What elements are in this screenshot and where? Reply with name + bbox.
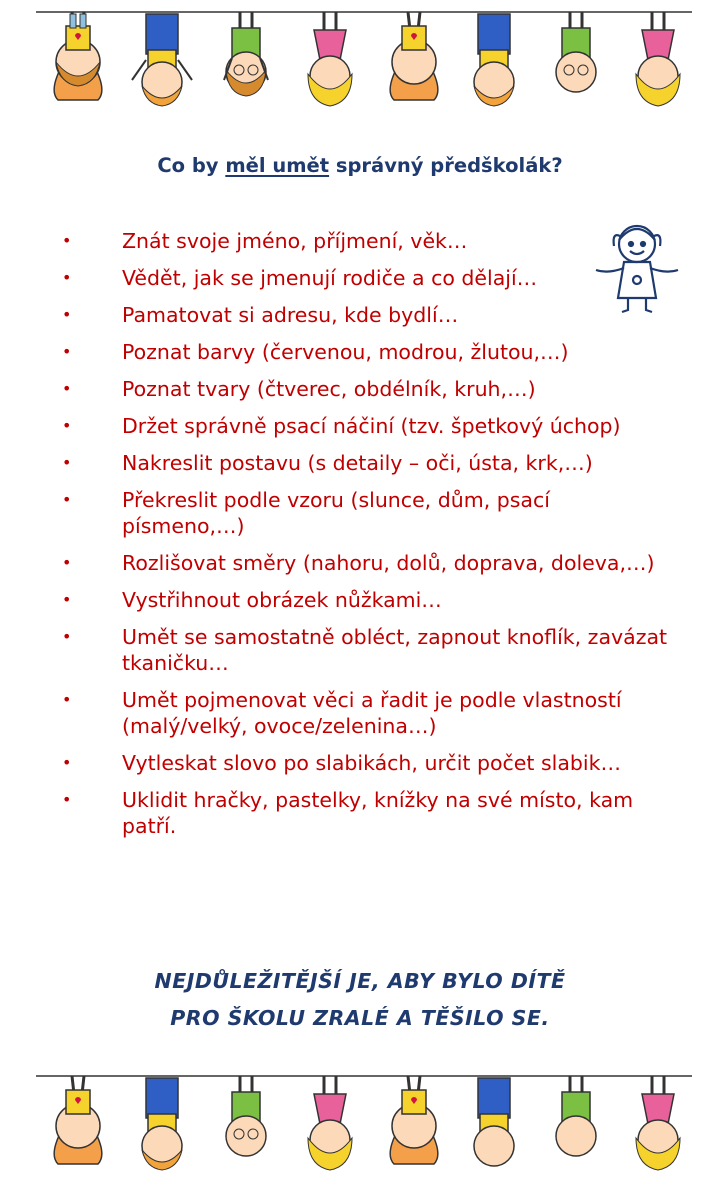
bullet-icon: • xyxy=(62,453,72,472)
hanging-kids-border-top xyxy=(0,0,720,110)
bullet-icon: • xyxy=(62,690,72,709)
bullet-icon: • xyxy=(62,590,72,609)
bullet-icon: • xyxy=(62,305,72,324)
list-item xyxy=(0,750,720,776)
list-item xyxy=(0,787,720,839)
list-item xyxy=(0,624,720,676)
list-item xyxy=(0,339,720,365)
title-post: správný předškolák? xyxy=(329,154,563,177)
list-item xyxy=(0,550,720,576)
bullet-icon: • xyxy=(62,268,72,287)
bullet-icon: • xyxy=(62,379,72,398)
page-title xyxy=(0,154,720,177)
closing-line-1: NEJDŮLEŽITĚJŠÍ JE, ABY BYLO DÍTĚ xyxy=(154,969,566,993)
kid-boy-glasses-icon xyxy=(224,12,268,96)
list-item-text: Vystřihnout obrázek nůžkami… xyxy=(122,588,442,612)
list-item xyxy=(0,302,720,328)
list-item-text: Umět se samostatně obléct, zapnout knoflík, zavázat tkaničku… xyxy=(122,625,668,675)
closing-line-2: PRO ŠKOLU ZRALÉ A TĚŠILO SE. xyxy=(170,1006,550,1030)
title-underlined: měl umět xyxy=(225,154,330,177)
closing-message xyxy=(0,963,720,1037)
skills-list xyxy=(0,228,720,850)
list-item xyxy=(0,587,720,613)
list-item xyxy=(0,376,720,402)
kid-girl-pigtails-icon xyxy=(390,12,438,100)
list-item xyxy=(0,228,720,254)
kid-boy-blue-icon xyxy=(132,14,192,106)
kid-girl-blonde-icon xyxy=(636,12,680,106)
list-item-text: Pamatovat si adresu, kde bydlí… xyxy=(122,303,459,327)
list-item-text: Umět pojmenovat věci a řadit je podle vlastností (malý/velký, ovoce/zelenina…) xyxy=(122,688,622,738)
list-item xyxy=(0,265,720,291)
kid-girl-blonde-icon xyxy=(308,12,352,106)
kid-girl-pigtails-icon xyxy=(54,12,102,100)
kid-boy-glasses-icon xyxy=(556,12,596,92)
list-item xyxy=(0,413,720,439)
list-item xyxy=(0,487,720,539)
title-pre: Co by xyxy=(157,154,226,177)
list-item xyxy=(0,687,720,739)
list-item-text: Znát svoje jméno, příjmení, věk… xyxy=(122,229,468,253)
bullet-icon: • xyxy=(62,627,72,646)
bullet-icon: • xyxy=(62,553,72,572)
list-item-text: Uklidit hračky, pastelky, knížky na své místo, kam patří. xyxy=(122,788,634,838)
kid-boy-blue-icon xyxy=(474,14,514,106)
bullet-icon: • xyxy=(62,342,72,361)
bullet-icon: • xyxy=(62,490,72,509)
list-item-text: Nakreslit postavu (s detaily – oči, ústa, krk,…) xyxy=(122,451,593,475)
bullet-icon: • xyxy=(62,416,72,435)
bullet-icon: • xyxy=(62,753,72,772)
list-item-text: Vytleskat slovo po slabikách, určit počet slabik… xyxy=(122,751,621,775)
hanging-kids-border-bottom xyxy=(0,1068,720,1178)
list-item-text: Poznat barvy (červenou, modrou, žlutou,…) xyxy=(122,340,569,364)
bullet-icon: • xyxy=(62,231,72,250)
list-item-text: Překreslit podle vzoru (slunce, dům, psací písmeno,…) xyxy=(122,488,550,538)
list-item xyxy=(0,450,720,476)
list-item-text: Rozlišovat směry (nahoru, dolů, doprava, doleva,…) xyxy=(122,551,655,575)
list-item-text: Držet správně psací náčiní (tzv. špetkový úchop) xyxy=(122,414,621,438)
bullet-icon: • xyxy=(62,790,72,809)
list-item-text: Poznat tvary (čtverec, obdélník, kruh,…) xyxy=(122,377,536,401)
list-item-text: Vědět, jak se jmenují rodiče a co dělají… xyxy=(122,266,538,290)
